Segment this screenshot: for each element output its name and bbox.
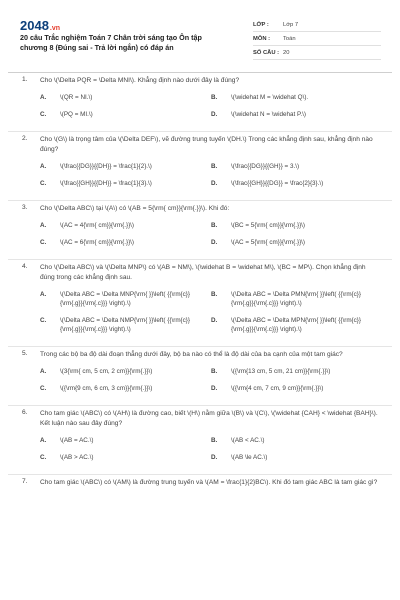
option-text: \(AC = 4{\rm{ cm}}{\rm{.}}\) (60, 222, 135, 229)
page-header (0, 0, 400, 64)
option-letter: B. (211, 368, 218, 375)
option-letter: A. (40, 163, 47, 170)
option-text: \(\Delta ABC = \Delta NMP{\rm{ }}\left( {{\rm{c}}{\rm{.g}}{\rm{.c}}} \right).\) (60, 317, 191, 333)
option-letter: D. (211, 180, 218, 187)
answer-option[interactable] (211, 367, 382, 376)
option-letter: B. (211, 291, 218, 298)
option-letter: D. (211, 385, 218, 392)
header-divider (8, 72, 392, 73)
question-text: Cho tam giác \(ABC\) có \(AH\) là đường cao, biết \(H\) nằm giữa \(B\) và \(C\), \(\widehat {CAH} < \widehat {BAH}\). Kết luận nào sau đây đúng? (40, 410, 378, 427)
answer-option[interactable] (40, 93, 211, 102)
question-number: 2. (22, 135, 28, 142)
answer-options (40, 290, 382, 342)
answer-option[interactable] (211, 179, 382, 188)
option-letter: B. (211, 94, 218, 101)
option-text: \(\widehat N = \widehat P.\) (231, 111, 306, 118)
answer-option[interactable] (40, 162, 211, 171)
option-text: \({\rm{9 cm, 6 cm, 3 cm}}{\rm{.}}\) (60, 385, 153, 392)
option-letter: B. (211, 163, 218, 170)
option-letter: D. (211, 317, 218, 324)
answer-option[interactable] (40, 179, 211, 188)
option-text: \(\Delta ABC = \Delta PMN{\rm{ }}\left( {{\rm{c}}{\rm{.g}}{\rm{.c}}} \right).\) (231, 291, 362, 307)
meta-value: Toán (283, 35, 296, 42)
option-text: \(PQ = MI.\) (60, 111, 93, 118)
option-text: \(\frac{{DG}}{{DH}} = \frac{1}{2}.\) (60, 163, 152, 170)
option-text: \(\widehat M = \widehat Q\). (231, 94, 309, 101)
question-text: Cho tam giác \(ABC\) có \(AM\) là đường trung tuyến và \(AM = \frac{1}{2}BC\). Khi đó tam giác ABC là tam giác gì? (40, 479, 378, 486)
logo-suffix: .vn (49, 25, 61, 32)
option-letter: C. (40, 111, 47, 118)
option-letter: A. (40, 291, 47, 298)
option-text: \(\Delta ABC = \Delta MNP{\rm{ }}\left( {{\rm{c}}{\rm{.g}}{\rm{.c}}} \right).\) (60, 291, 191, 307)
meta-value: 20 (283, 49, 290, 56)
question-text: Cho \(G\) là trọng tâm của \(\Delta DEF\), vẽ đường trung tuyến \(DH.\) Trong các khẳng định sau, khẳng định nào đúng? (40, 136, 373, 153)
answer-option[interactable] (211, 221, 382, 230)
answer-option[interactable] (40, 453, 211, 462)
question-number: 6. (22, 409, 28, 416)
meta-label: MÔN : (253, 35, 271, 42)
question-text: Cho \(\Delta PQR = \Delta MNI\). Khẳng định nào dưới đây là đúng? (40, 77, 240, 84)
option-letter: C. (40, 239, 47, 246)
answer-options (40, 162, 382, 196)
answer-options (40, 221, 382, 255)
answer-option[interactable] (211, 453, 382, 462)
document-meta (253, 18, 381, 60)
question-number: 4. (22, 263, 28, 270)
answer-options (40, 367, 382, 401)
option-text: \(AC = 5{\rm{ cm}}{\rm{.}}\) (231, 239, 306, 246)
option-text: \(\frac{{GH}}{{DG}} = \frac{2}{3}.\) (231, 180, 324, 187)
question-item (0, 478, 400, 488)
question-number: 7. (22, 478, 28, 485)
answer-option[interactable] (40, 436, 211, 445)
option-text: \(AB = AC.\) (60, 437, 94, 444)
site-logo[interactable] (20, 18, 60, 33)
option-letter: C. (40, 180, 47, 187)
answer-option[interactable] (211, 316, 382, 334)
answer-option[interactable] (40, 316, 211, 334)
meta-value: Lớp 7 (283, 21, 299, 28)
option-letter: C. (40, 454, 47, 461)
option-text: \({\rm{4 cm, 7 cm, 9 cm}}{\rm{.}}\) (231, 385, 324, 392)
option-text: \(\Delta ABC = \Delta MPN{\rm{ }}\left( {{\rm{c}}{\rm{.g}}{\rm{.c}}} \right).\) (231, 317, 362, 333)
meta-row-class (253, 18, 381, 32)
answer-option[interactable] (211, 238, 382, 247)
option-text: \(BC = 5{\rm{ cm}}{\rm{.}}\) (231, 222, 306, 229)
option-letter: A. (40, 222, 47, 229)
option-letter: D. (211, 111, 218, 118)
question-item (0, 350, 400, 401)
question-number: 5. (22, 350, 28, 357)
answer-option[interactable] (40, 238, 211, 247)
answer-option[interactable] (211, 93, 382, 102)
document-title: 20 câu Trắc nghiệm Toán 7 Chân trời sáng tạo Ôn tập chương 8 (Đúng sai - Trả lời ngắn) có đáp án (20, 33, 202, 52)
question-number: 1. (22, 76, 28, 83)
option-text: \(AB > AC.\) (60, 454, 94, 461)
option-letter: C. (40, 385, 47, 392)
option-letter: A. (40, 437, 47, 444)
question-text: Cho \(\Delta ABC\) và \(\Delta MNP\) có \(AB = NM\), \(\widehat B = \widehat M\), \(BC = MP\). Chọn khẳng định đúng trong các khẳng định sau. (40, 264, 366, 281)
answer-option[interactable] (40, 367, 211, 376)
option-letter: D. (211, 454, 218, 461)
option-text: \(3{\rm{ cm, 5 cm, 2 cm}}{\rm{.}}\) (60, 368, 153, 375)
answer-option[interactable] (40, 384, 211, 393)
question-item (0, 263, 400, 342)
question-text: Cho \(\Delta ABC\) tại \(A\) có \(AB = 5{\rm{ cm}}{\rm{.}}\). Khi đó: (40, 205, 230, 212)
option-letter: A. (40, 368, 47, 375)
question-divider (8, 131, 392, 132)
question-list (0, 76, 400, 496)
option-text: \(AC = 6{\rm{ cm}}{\rm{.}}\) (60, 239, 135, 246)
option-text: \({\rm{13 cm, 5 cm, 21 cm}}{\rm{.}}\) (231, 368, 331, 375)
question-item (0, 409, 400, 470)
question-item (0, 76, 400, 127)
answer-option[interactable] (40, 290, 211, 308)
option-text: \(AB < AC.\) (231, 437, 265, 444)
question-item (0, 204, 400, 255)
answer-options (40, 436, 382, 470)
meta-label: LỚP : (253, 21, 269, 28)
option-letter: D. (211, 239, 218, 246)
option-text: \(AB \le AC.\) (231, 454, 268, 461)
question-divider (8, 346, 392, 347)
question-divider (8, 200, 392, 201)
option-text: \(\frac{{GH}}{{DH}} = \frac{1}{3}.\) (60, 180, 152, 187)
answer-option[interactable] (211, 162, 382, 171)
answer-option[interactable] (40, 221, 211, 230)
option-letter: B. (211, 437, 218, 444)
question-item (0, 135, 400, 196)
answer-option[interactable] (40, 110, 211, 119)
option-text: \(\frac{{DG}}{{GH}} = 3.\) (231, 163, 300, 170)
question-divider (8, 259, 392, 260)
option-letter: A. (40, 94, 47, 101)
answer-option[interactable] (211, 110, 382, 119)
option-letter: C. (40, 317, 47, 324)
answer-options (40, 93, 382, 127)
question-text: Trong các bộ ba độ dài đoạn thẳng dưới đây, bộ ba nào có thể là độ dài của ba cạnh của một tam giác? (40, 351, 343, 358)
option-text: \(QR = NI.\) (60, 94, 93, 101)
question-number: 3. (22, 204, 28, 211)
meta-row-subject (253, 32, 381, 46)
answer-option[interactable] (211, 290, 382, 308)
question-divider (8, 405, 392, 406)
meta-row-count (253, 46, 381, 60)
logo-text: 2048 (20, 18, 49, 33)
answer-option[interactable] (211, 384, 382, 393)
meta-label: SỐ CÂU : (253, 49, 280, 56)
question-divider (8, 474, 392, 475)
option-letter: B. (211, 222, 218, 229)
answer-option[interactable] (211, 436, 382, 445)
